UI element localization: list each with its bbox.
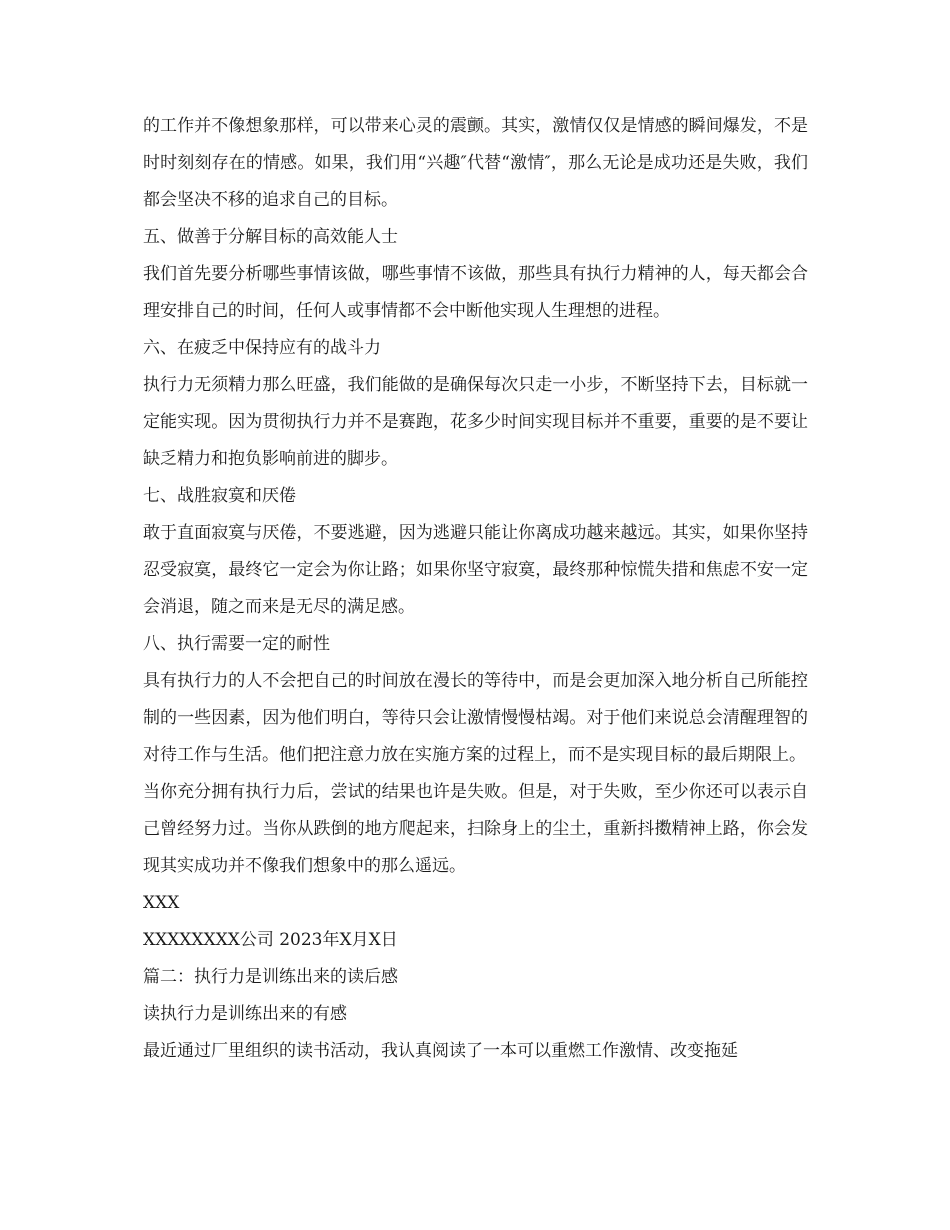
section-heading-8: 八、执行需要一定的耐性 [143,634,330,654]
article-two-subtitle: 读执行力是训练出来的有感 [143,1004,347,1024]
paragraph-small-steps: 执行力无须精力那么旺盛，我们能做的是确保每次只走一小步，不断坚持下去，目标就一定能实现。因为贯彻执行力并不是赛跑，花多少时间实现目标并不重要，重要的是不要让缺乏精力和抱负影响前进的脚步。 [143,375,808,469]
article-two-title: 篇二：执行力是训练出来的读后感 [143,967,398,987]
document-body [143,108,808,1070]
paragraph-time-planning: 我们首先要分析哪些事情该做，哪些事情不该做，那些具有执行力精神的人，每天都会合理安排自己的时间，任何人或事情都不会中断他实现人生理想的进程。 [143,264,808,321]
paragraph-patience: 具有执行力的人不会把自己的时间放在漫长的等待中，而是会更加深入地分析自己所能控制的一些因素，因为他们明白，等待只会让激情慢慢枯竭。对于他们来说总会清醒理智的对待工作与生活。他们把注意力放在实施方案的过程上，而不是实现目标的最后期限上。 [143,671,808,765]
paragraph-reading-activity: 最近通过厂里组织的读书活动，我认真阅读了一本可以重燃工作激情、改变拖延 [143,1041,738,1061]
section-heading-7: 七、战胜寂寞和厌倦 [143,486,296,506]
paragraph-passion-interest: 的工作并不像想象那样，可以带来心灵的震颤。其实，激情仅仅是情感的瞬间爆发，不是时时刻刻存在的情感。如果，我们用“兴趣″代替“激情″，那么无论是成功还是失败，我们都会坚决不移的追求自己的目标。 [143,116,808,210]
author-signature: XXX [143,893,180,913]
paragraph-failure: 当你充分拥有执行力后，尝试的结果也许是失败。但是，对于失败，至少你还可以表示自己曾经努力过。当你从跌倒的地方爬起来，扫除身上的尘土，重新抖擞精神上路，你会发现其实成功并不像我们想象中的那么遥远。 [143,782,808,876]
company-date-line: XXXXXXXX公司 2023年X月X日 [143,930,398,950]
paragraph-loneliness: 敢于直面寂寞与厌倦，不要逃避，因为逃避只能让你离成功越来越远。其实，如果你坚持忍受寂寞，最终它一定会为你让路；如果你坚守寂寞，最终那种惊慌失措和焦虑不安一定会消退，随之而来是无尽的满足感。 [143,523,808,617]
section-heading-5: 五、做善于分解目标的高效能人士 [143,227,398,247]
section-heading-6: 六、在疲乏中保持应有的战斗力 [143,338,381,358]
